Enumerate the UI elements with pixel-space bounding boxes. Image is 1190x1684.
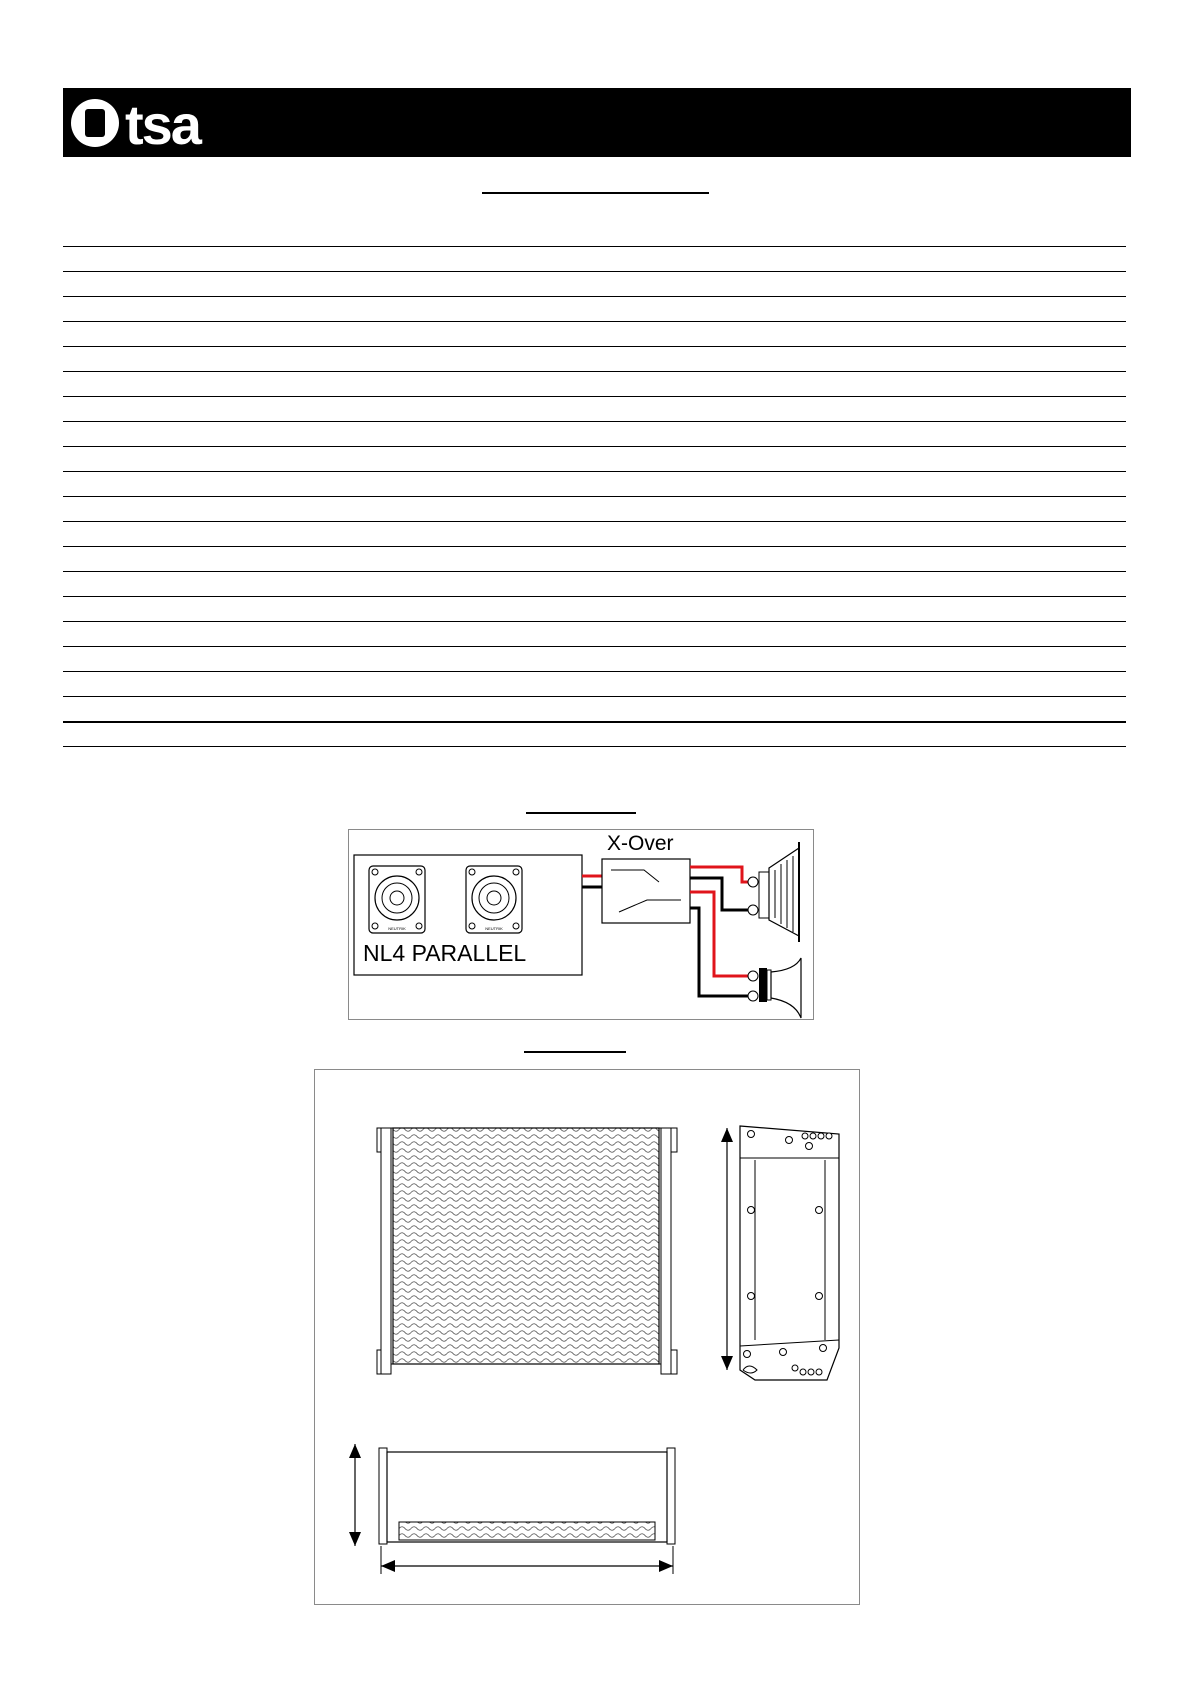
tweeter-driver [748, 958, 801, 1018]
svg-text:tsa: tsa [125, 93, 200, 156]
spec-table-rule [63, 271, 1126, 272]
spec-table-rule [63, 621, 1126, 622]
speakon-connector-1 [369, 866, 425, 933]
spec-table-rule [63, 571, 1126, 572]
spec-table-rule [63, 246, 1126, 247]
spec-table-rule [63, 471, 1126, 472]
connector-label: NL4 PARALLEL [363, 940, 527, 966]
svg-text:NEUTRIK: NEUTRIK [485, 926, 503, 931]
spec-table-rule [63, 396, 1126, 397]
title-underline [482, 192, 709, 194]
crossover-label: X-Over [607, 832, 674, 855]
spec-table-rule [63, 746, 1126, 747]
speakon-connector-2 [466, 866, 522, 933]
side-view [721, 1126, 839, 1380]
crossover-box [602, 859, 690, 923]
spec-table-rule [63, 671, 1126, 672]
dimensions-drawing [314, 1069, 860, 1605]
spec-table-rule [63, 646, 1126, 647]
spec-table-rule [63, 371, 1126, 372]
woofer-driver [748, 842, 799, 942]
spec-table-rule [63, 596, 1126, 597]
spec-table-rule [63, 321, 1126, 322]
spec-table-rule [63, 721, 1126, 723]
wiring-heading-underline [526, 812, 636, 814]
wiring-diagram [348, 829, 814, 1020]
spec-table-rule [63, 696, 1126, 697]
top-view [349, 1444, 675, 1574]
spec-table-rule [63, 446, 1126, 447]
dimensions-heading-underline [524, 1051, 626, 1053]
spec-table-rule [63, 546, 1126, 547]
spec-table-rule [63, 346, 1126, 347]
svg-text:NEUTRIK: NEUTRIK [388, 926, 406, 931]
tsa-logo [63, 88, 293, 157]
spec-table-rule [63, 296, 1126, 297]
spec-table-rule [63, 521, 1126, 522]
front-view [377, 1128, 677, 1374]
spec-table-rule [63, 421, 1126, 422]
spec-table-rule [63, 496, 1126, 497]
